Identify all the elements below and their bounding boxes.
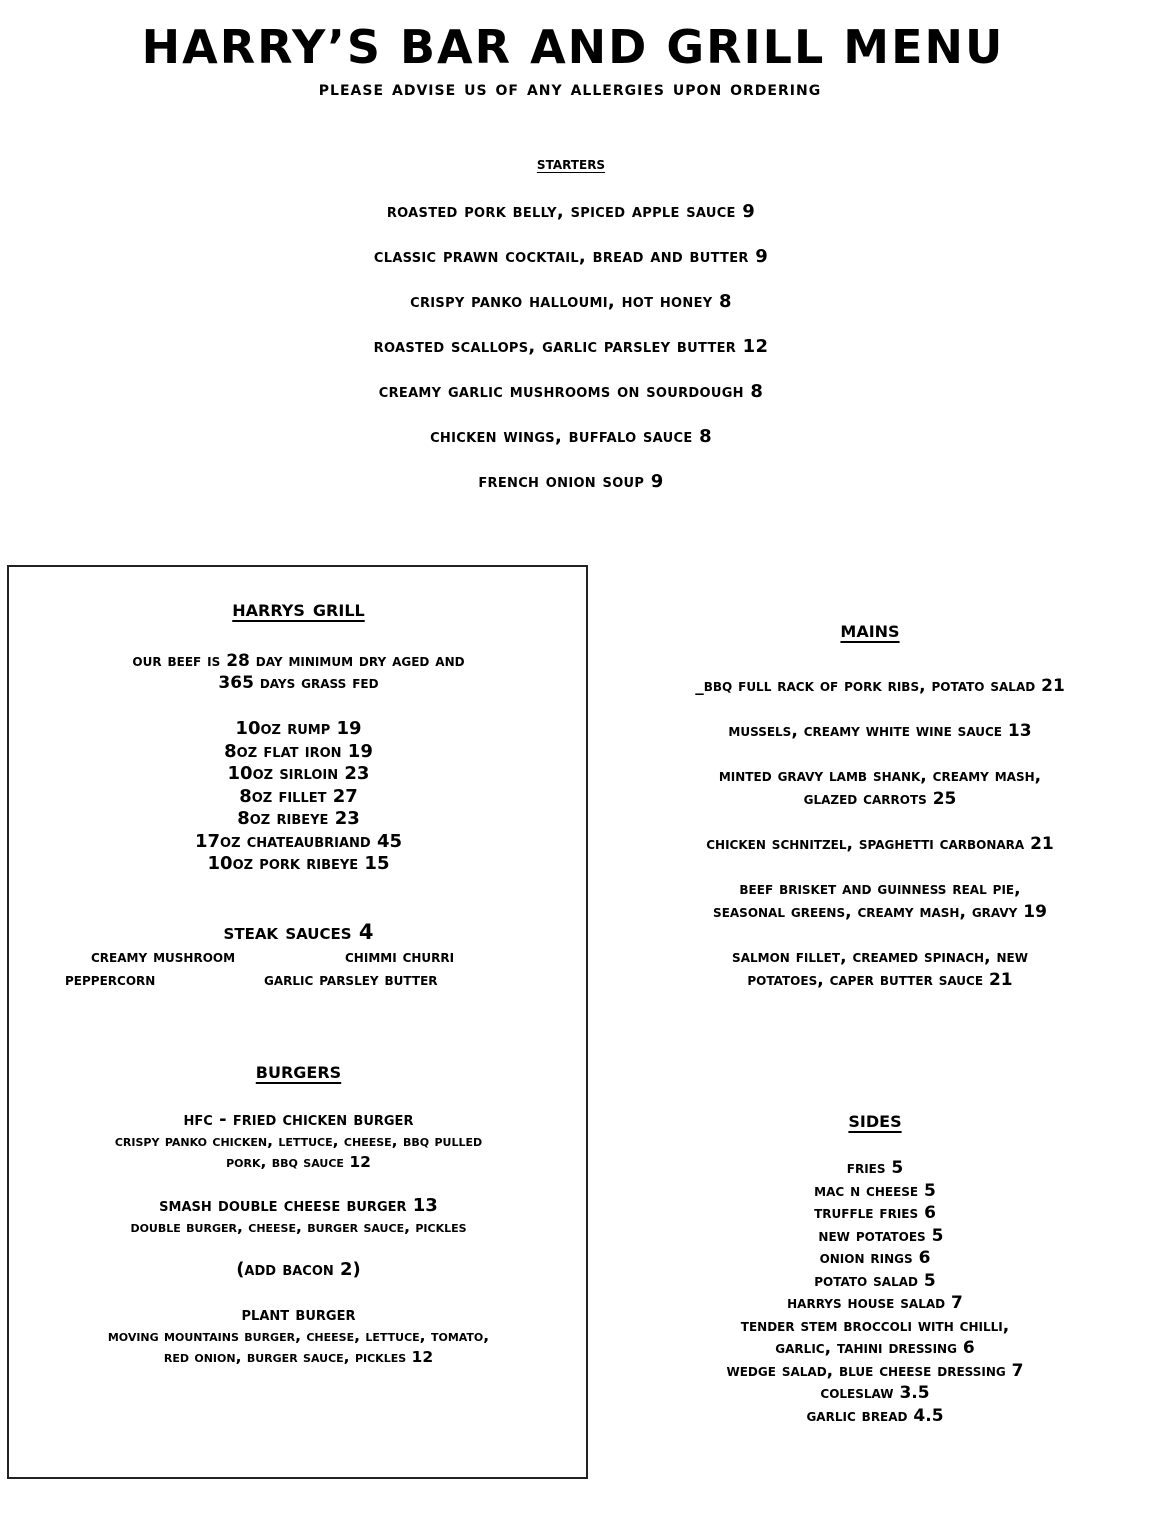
sides-heading: sides [848,1107,902,1133]
main-item [600,675,1160,698]
side-item: mac n cheese 5 [814,1180,936,1201]
starter-item: crispy panko halloumi, hot honey 8 [410,291,732,312]
starter-item: classic prawn cocktail, bread and butter 9 [373,246,769,267]
burger-name: hfc - fried chicken burger [183,1109,414,1130]
side-item: garlic bread 4.5 [806,1405,944,1426]
main-item-line: salmon fillet, creamed spinach, new [732,947,1028,967]
side-item: potato salad 5 [814,1270,936,1291]
grill-cut-item: 8oz ribeye 23 [237,808,360,829]
burger-item [0,1304,597,1368]
main-item-line: beef brisket and guinness real pie, [739,879,1021,899]
grill-cut-item: 10oz sirloin 23 [227,763,370,784]
main-item-line: glazed carrots 25 [803,789,957,809]
sauce-item: creamy mushroom [91,947,236,967]
side-item: fries 5 [846,1158,904,1178]
grill-intro-line: 365 days grass fed [218,673,379,693]
allergy-notice: please advise us of any allergies upon ordering [318,76,822,100]
grill-cuts-list [0,718,597,876]
menu-title: HARRY’S BAR AND GRILL MENU [141,20,1005,74]
sauce-item: peppercorn [65,970,156,990]
grill-cut-item: 10oz rump 19 [235,718,362,739]
starter-item: chicken wings, buffalo sauce 8 [430,426,712,447]
side-item: wedge salad, blue cheese dressing 7 [726,1360,1024,1381]
burger-description: moving mountains burger, cheese, lettuce, tomato, [107,1327,490,1345]
burger-description: pork, bbq sauce 12 [226,1153,371,1171]
side-item: new potatoes 5 [806,1225,944,1246]
burger-description: double burger, cheese, burger sauce, pickles [130,1218,467,1236]
starters-list [0,199,1142,514]
burger-name: smash double cheese burger 13 [159,1195,438,1216]
mains-heading: mains [840,617,900,643]
side-item: harrys house salad 7 [787,1293,963,1313]
burger-description: red onion, burger sauce, pickles 12 [163,1348,434,1366]
burger-item [0,1109,597,1173]
steak-sauces-heading: steak sauces 4 [223,920,374,944]
burger-addon-text: (add bacon 2) [236,1259,361,1280]
burger-item [0,1195,597,1238]
grill-intro-line: our beef is 28 day minimum dry aged and [132,651,465,671]
starter-item: roasted pork belly, spiced apple sauce 9 [386,201,756,222]
main-item [600,720,1160,743]
main-item [600,946,1160,992]
sauce-item: garlic parsley butter [264,970,438,990]
main-item [600,833,1160,856]
sauce-item: chimmi churri [345,947,455,967]
grill-cut-item: 10oz pork ribeye 15 [207,853,390,874]
starter-item: french onion soup 9 [478,471,664,492]
burger-addon [0,1259,597,1281]
main-item-line: chicken schnitzel, spaghetti carbonara 21 [706,834,1054,854]
starters-heading: starters [536,154,606,174]
mains-list [600,675,1160,1014]
grill-cut-item: 17oz chateaubriand 45 [194,830,403,852]
main-item [600,765,1160,811]
burger-description: crispy panko chicken, lettuce, cheese, bbq pulled [114,1132,483,1150]
grill-cut-item: 8oz fillet 27 [239,785,358,807]
sides-list [590,1157,1160,1427]
grill-cut-item: 8oz flat iron 19 [224,740,373,762]
main-item-line: seasonal greens, creamy mash, gravy 19 [713,902,1047,922]
main-item-line: potatoes, caper butter sauce 21 [747,970,1013,990]
side-item: coleslaw 3.5 [820,1383,930,1403]
burger-name: plant burger [241,1304,356,1325]
main-item-line: _bbq full rack of pork ribs, potato salad 21 [695,676,1065,696]
side-item: garlic, tahini dressing 6 [775,1338,975,1358]
side-item: tender stem broccoli with chilli, [740,1315,1010,1336]
side-item: truffle fries 6 [814,1203,936,1223]
grill-intro [0,650,597,694]
grill-heading: harrys grill [232,596,365,622]
main-item-line: mussels, creamy white wine sauce 13 [728,721,1032,741]
main-item-line: minted gravy lamb shank, creamy mash, [718,766,1042,786]
burgers-heading: burgers [255,1058,342,1084]
main-item [600,878,1160,924]
side-item: onion rings 6 [819,1248,931,1268]
starter-item: roasted scallops, garlic parsley butter 12 [373,336,769,357]
starter-item: creamy garlic mushrooms on sourdough 8 [378,381,764,402]
